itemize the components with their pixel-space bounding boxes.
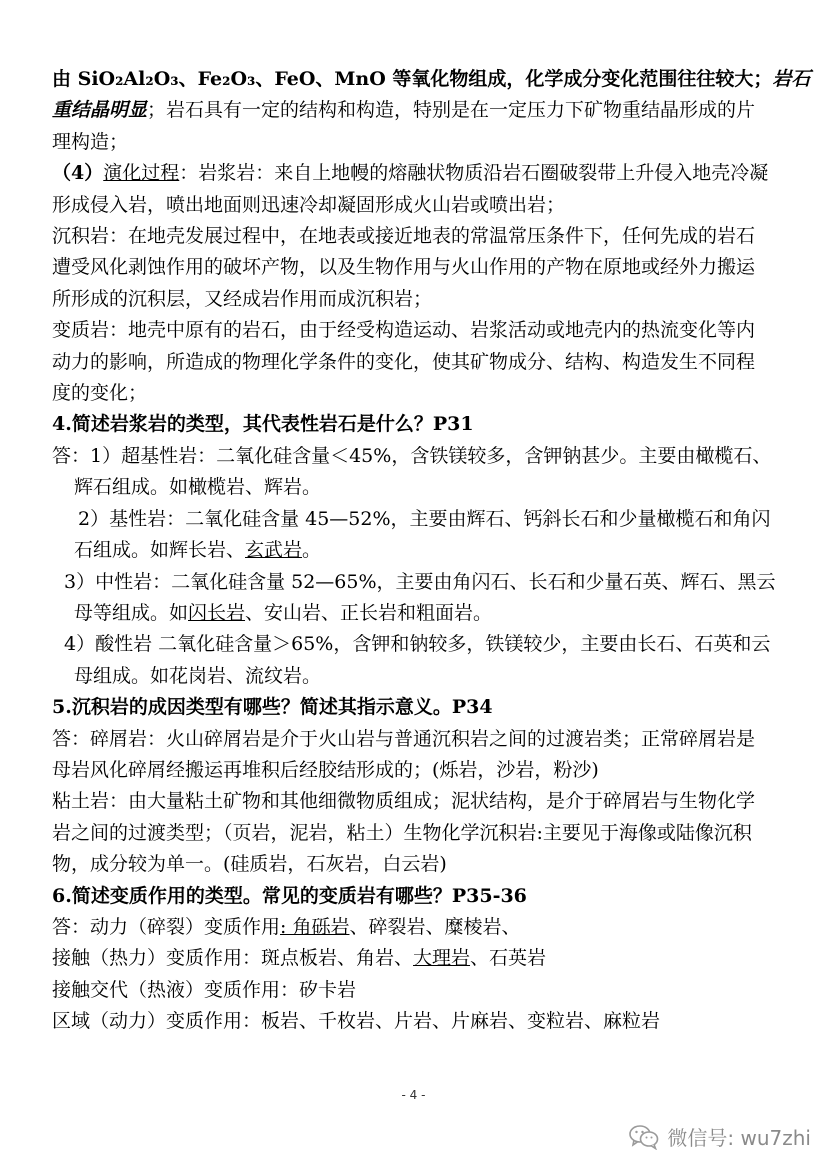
text-run: 度的变化； [52, 382, 148, 405]
text-line [52, 975, 782, 1006]
text-line [52, 786, 782, 817]
text-run: 母等组成。如 [74, 601, 189, 624]
text-line [52, 535, 782, 566]
text-line [52, 158, 782, 189]
text-run: 遭受风化剥蚀作用的破坏产物，以及生物作用与火山作用的产物在原地或经外力搬运 [52, 256, 756, 279]
text-run: 区域（动力）变质作用：板岩、千枚岩、片岩、片麻岩、变粒岩、麻粒岩 [52, 1010, 661, 1033]
text-line [52, 252, 782, 283]
text-run: 理构造； [52, 130, 129, 153]
text-line [52, 943, 782, 974]
text-line [52, 912, 782, 943]
text-run: 母组成。如花岗岩、流纹岩。 [74, 664, 322, 687]
text-line [52, 347, 782, 378]
text-run: 、碎裂岩、糜棱岩、 [349, 915, 521, 938]
text-run: 形成侵入岩，喷出地面则迅速冷却凝固形成火山岩或喷出岩； [52, 193, 566, 216]
text-run: 物，成分较为单一。(硅质岩，石灰岩，白云岩) [52, 853, 447, 876]
text-run: ；岩石具有一定的结构和构造，特别是在一定压力下矿物重结晶形成的片 [147, 99, 756, 122]
text-line [52, 315, 782, 346]
text-run-italic: 重结晶明显 [52, 99, 148, 122]
text-line [52, 849, 782, 880]
text-line [52, 95, 782, 126]
underlined-term: 演化过程 [103, 162, 180, 185]
text-run: 3）中性岩：二氧化硅含量 52—65%，主要由角闪石、长石和少量石英、辉石、黑云 [64, 570, 776, 593]
text-line [52, 284, 782, 315]
text-run: 、安山岩、正长岩和粗面岩。 [245, 601, 493, 624]
text-run: 石组成。如辉长岩、 [74, 539, 246, 562]
text-run: ：岩浆岩：来自上地幔的熔融状物质沿岩石圈破裂带上升侵入地壳冷凝 [179, 162, 769, 185]
underlined-term: 玄武岩 [245, 539, 303, 562]
text-run: 辉石组成。如橄榄岩、辉岩。 [74, 476, 322, 499]
text-run: 母岩风化碎屑经搬运再堆积后经胶结形成的；(烁岩，沙岩，粉沙) [52, 758, 599, 781]
text-line [52, 661, 782, 692]
text-run: 所形成的沉积层，又经成岩作用而成沉积岩； [52, 287, 433, 310]
underlined-term: : 角砾岩 [280, 915, 350, 938]
text-run: 答：1）超基性岩：二氧化硅含量＜45%，含铁镁较多，含钾钠甚少。主要由橄榄石、 [52, 444, 772, 467]
text-line [52, 629, 782, 660]
text-run: （4） [52, 162, 104, 185]
watermark-text: 微信号: wu7zhi [667, 1126, 811, 1150]
text-run: 2）基性岩：二氧化硅含量 45—52%，主要由辉石、钙斜长石和少量橄榄石和角闪 [78, 507, 771, 530]
text-run: 接触（热力）变质作用：斑点板岩、角岩、 [52, 947, 414, 970]
text-line [52, 755, 782, 786]
text-run: 粘土岩：由大量粘土矿物和其他细微物质组成；泥状结构，是介于碎屑岩与生物化学 [52, 790, 756, 813]
text-run: 答：碎屑岩：火山碎屑岩是介于火山岩与普通沉积岩之间的过渡岩类；正常碎屑岩是 [52, 727, 756, 750]
text-line [52, 127, 782, 158]
question-heading [52, 881, 782, 912]
text-run: 动力的影响，所造成的物理化学条件的变化，使其矿物成分、结构、构造发生不同程 [52, 350, 756, 373]
text-run: 变质岩：地壳中原有的岩石，由于经受构造运动、岩浆活动或地壳内的热流变化等内 [52, 319, 756, 342]
text-line [52, 724, 782, 755]
question-heading [52, 692, 782, 723]
document-body [52, 64, 811, 1038]
text-run-italic: 岩石 [772, 68, 811, 90]
wechat-icon [629, 1124, 659, 1150]
underlined-term: 大理岩 [413, 947, 471, 970]
text-run: 。 [302, 539, 322, 562]
text-run: 5.沉积岩的成因类型有哪些？简述其指示意义。P34 [52, 696, 493, 719]
text-line [52, 818, 782, 849]
text-line [52, 598, 782, 629]
text-run: 沉积岩：在地壳发展过程中，在地表或接近地表的常温常压条件下，任何先成的岩石 [52, 225, 756, 248]
text-run: 接触交代（热液）变质作用：矽卡岩 [52, 978, 357, 1001]
text-line [52, 221, 782, 252]
watermark [629, 1122, 811, 1151]
text-run: 4）酸性岩 二氧化硅含量＞65%，含钾和钠较多，铁镁较少，主要由长石、石英和云 [64, 633, 771, 656]
page-number: - 4 - [401, 1088, 426, 1102]
text-line [52, 472, 782, 503]
question-heading [52, 409, 782, 440]
text-line [52, 504, 782, 535]
text-run: 由 SiO₂Al₂O₃、Fe₂O₃、FeO、MnO 等氧化物组成，化学成分变化范围往往较大； [52, 68, 773, 90]
text-line [52, 441, 782, 472]
underlined-term: 闪长岩 [188, 601, 246, 624]
text-line [52, 567, 782, 598]
text-run: 答：动力（碎裂）变质作用 [52, 915, 281, 938]
text-line [52, 378, 782, 409]
text-run: 岩之间的过渡类型；（页岩，泥岩，粘土）生物化学沉积岩:主要见于海像或陆像沉积 [52, 821, 752, 844]
text-run: 6.简述变质作用的类型。常见的变质岩有哪些？P35-36 [52, 884, 527, 907]
text-run: 、石英岩 [470, 947, 547, 970]
text-line [52, 1006, 782, 1037]
text-run: 4.简述岩浆岩的类型，其代表性岩石是什么？P31 [52, 413, 474, 436]
text-line [52, 64, 811, 95]
text-line [52, 190, 782, 221]
